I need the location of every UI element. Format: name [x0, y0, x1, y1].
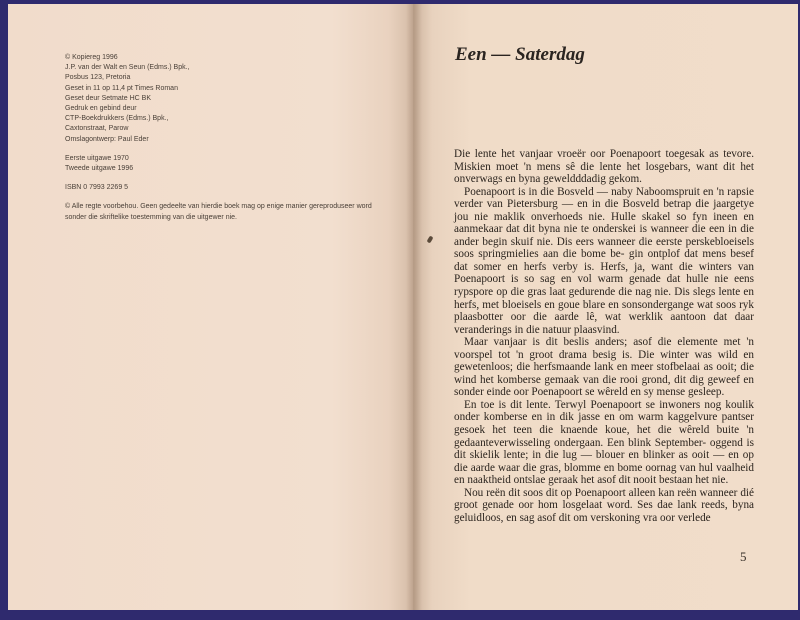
imprint-line: CTP-Boekdrukkers (Edms.) Bpk.,	[65, 115, 169, 123]
paragraph: Die lente het vanjaar vroeër oor Poenapoort toegesak as tevore. Miskien moet 'n mens sê die lente het losgebars, want dit het onverwags en byna geweldddadig gekom.	[454, 148, 754, 186]
imprint-block	[65, 53, 385, 223]
book-cover-edge	[0, 610, 800, 620]
rights-notice: © Alle regte voorbehou. Geen gedeelte van hierdie boek mag op enige manier gereproduseer word sonder die skriftelike toestemming van die uitgewer nie.	[65, 203, 372, 221]
page-number: 5	[740, 549, 747, 564]
edition-line: Tweede uitgawe 1996	[65, 165, 134, 173]
imprint-line: J.P. van der Walt en Seun (Edms.) Bpk.,	[65, 64, 190, 72]
chapter-body	[454, 148, 754, 524]
imprint-line: Posbus 123, Pretoria	[65, 74, 131, 82]
imprint-line: © Kopiereg 1996	[65, 54, 118, 61]
paragraph: Maar vanjaar is dit beslis anders; asof die elemente met 'n voorspel tot 'n groot drama besig is. Die winter was wild en gewetenloos; die herfsmaande lank en meer stofbelaai as ooit; die wind het komberse gemaak van die rooi grond, dit dig geweef en sonder einde oor Poenapoort se wêreld en sy mense gesleep.	[454, 336, 754, 399]
paragraph: Nou reën dit soos dit op Poenapoort alleen kan reën wanneer dié groot genade oor hom losgelaat word. Ses dae lank reeds, byna geluidloos, en sag asof dit om verskoning vra oor verlede	[454, 486, 754, 524]
chapter-title: Een — Saterdag	[455, 44, 585, 65]
imprint-line: Gedruk en gebind deur	[65, 105, 137, 113]
edition-line: Eerste uitgawe 1970	[65, 154, 129, 162]
isbn: ISBN 0 7993 2269 5	[65, 184, 129, 192]
imprint-line: Omslagontwerp: Paul Eder	[65, 135, 149, 143]
imprint-line: Geset in 11 op 11,4 pt Times Roman	[65, 84, 178, 92]
left-page	[8, 4, 413, 610]
paragraph: Poenapoort is in die Bosveld — naby Naboomspruit en 'n rapsie verder van Pietersburg — en in die Bosveld betrap die jaargetye jou nie maklik onverhoeds nie. Hulle skakel so fyn ineen en aanmekaar dat dit byna nie te onderskei is wanneer die een in die ander begin skuif nie. Dis eers wanneer die eerste perskebloeisels soos springmielies aan die bome be- gin ontplof dat mens besef dat somer en herfs verby is. Herfs, ja, want die winters van Poenapoort is so sag en vol warm genade dat hulle nie eens rypspore op die gras laat gedurende die nag nie. Dis slegs lente en herfs, met bloeisels en goue blare en sonsondergange wat soos ryk plaasbotter oor die aarde lê, wat werklik aantoon dat daar veranderings in die natuur plaasvind.	[454, 185, 754, 336]
book-gutter	[406, 4, 422, 610]
imprint-line: Geset deur Setmate HC BK	[65, 94, 151, 102]
paragraph: En toe is dit lente. Terwyl Poenapoort se inwoners nog koulik onder komberse en in dik jasse en om warm kaggelvure pantser gesoek het teen die knaende koue, het die wêreld buite 'n gedaanteverwisseling ondergaan. Een blink September- oggend is dit skielik lente; in die lug — blouer en blinker as ooit — en op die aarde waar die gras, blomme en bome oornag van hul vaalheid en naaktheid ontslae geraak het asof dit nooit bestaan het nie.	[454, 398, 754, 487]
imprint-line: Caxtonstraat, Parow	[65, 125, 129, 133]
